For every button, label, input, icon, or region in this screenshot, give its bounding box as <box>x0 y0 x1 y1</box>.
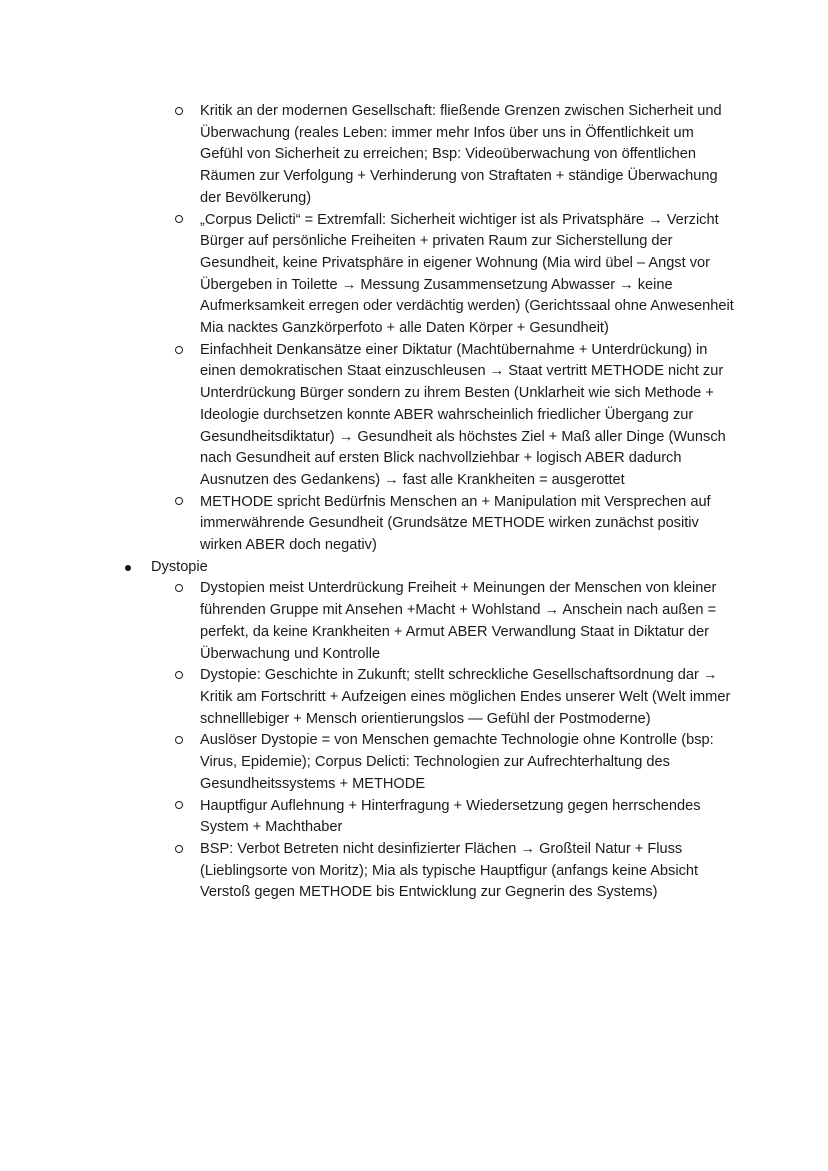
circle-bullet-icon <box>175 730 183 752</box>
circle-bullet-icon <box>175 796 183 818</box>
list-item-text: Kritik an der modernen Gesellschaft: fließende Grenzen zwischen Sicherheit und Überwachung (reales Leben: immer mehr Infos über uns in Öffentlichkeit um Gefühl von Sicherheit zu erreichen; Bsp: Videoüberwachung von öffentlichen Räumen zur Verfolgung + Verhinderung von Straftaten + ständige Überwachung der Bevölkerung) <box>200 103 722 206</box>
sub-list-dystopie <box>0 578 828 904</box>
main-list-item <box>0 557 828 579</box>
circle-bullet-icon <box>175 210 183 232</box>
list-item-text: METHODE spricht Bedürfnis Menschen an + Manipulation mit Versprechen auf immerwährende Gesundheit (Grundsätze METHODE wirken zunächst positiv wirken ABER doch negativ) <box>200 493 711 554</box>
list-item <box>0 730 828 795</box>
circle-bullet-icon <box>175 665 183 687</box>
list-item-text: Einfachheit Denkansätze einer Diktatur (Machtübernahme + Unterdrückung) in einen demokratischen Staat einzuschleusen → Staat vertritt METHODE nicht zur Unterdrückung Bürger sondern zu ihrem Besten (Unklarheit wie sich Methode + Ideologie durchsetzen konnte ABER wahrscheinlich friedlicher Übergang zur Gesundheitsdiktatur) → Gesundheit als höchstes Ziel + Maß aller Dinge (Wunsch nach Gesundheit auf ersten Blick nachvollziehbar + logisch ABER dadurch Ausnutzen des Gedankens) → fast alle Krankheiten = ausgerottet <box>200 341 726 488</box>
list-item-text: Auslöser Dystopie = von Menschen gemachte Technologie ohne Kontrolle (bsp: Virus, Epidemie); Corpus Delicti: Technologien zur Aufrechterhaltung des Gesundheitssystems + METHODE <box>200 732 714 792</box>
list-item <box>0 665 828 730</box>
document-body <box>0 101 828 904</box>
list-item-text: BSP: Verbot Betreten nicht desinfizierter Flächen → Großteil Natur + Fluss (Lieblingsorte von Moritz); Mia als typische Hauptfigur (anfangs keine Absicht Verstoß gegen METHODE bis Entwicklung zur Gegnerin des Systems) <box>200 840 699 901</box>
circle-bullet-icon <box>175 839 183 861</box>
list-item-text: „Corpus Delicti“ = Extremfall: Sicherheit wichtiger ist als Privatsphäre → Verzicht Bürger auf persönliche Freiheiten + privaten Raum zur Sicherstellung der Gesundheit, keine Privatsphäre in eigener Wohnung (Mia wird übel – Angst vor Übergeben in Toilette → Messung Zusammensetzung Abwasser → keine Aufmerksamkeit erregen oder verdächtig werden) (Gerichtssaal ohne Anwesenheit Mia nacktes Ganzkörperfoto + alle Daten Körper + Gesundheit) <box>200 211 734 337</box>
circle-bullet-icon <box>175 492 183 514</box>
filled-bullet-icon <box>125 565 131 571</box>
circle-bullet-icon <box>175 101 183 123</box>
list-item <box>0 101 828 210</box>
list-item <box>0 340 828 492</box>
list-item-text: Dystopien meist Unterdrückung Freiheit + Meinungen der Menschen von kleiner führenden Gruppe mit Ansehen +Macht + Wohlstand → Anschein nach außen = perfekt, da keine Krankheiten + Armut ABER Verwandlung Staat in Diktatur der Überwachung und Kontrolle <box>200 580 717 662</box>
circle-bullet-icon <box>175 578 183 600</box>
list-item <box>0 839 828 904</box>
circle-bullet-icon <box>175 340 183 362</box>
list-item-text: Dystopie: Geschichte in Zukunft; stellt schreckliche Gesellschaftsordnung dar → Kritik am Fortschritt + Aufzeigen eines möglichen Endes unserer Welt (Welt immer schnelllebiger + Mensch orientierungslos — Gefühl der Postmoderne) <box>200 667 731 727</box>
main-list <box>0 557 828 579</box>
list-item <box>0 210 828 340</box>
list-item <box>0 796 828 839</box>
list-item-text: Hauptfigur Auflehnung + Hinterfragung + Wiedersetzung gegen herrschendes System + Machthaber <box>200 797 701 836</box>
list-item <box>0 492 828 557</box>
sub-list-intro <box>0 101 828 557</box>
main-bullet-label: Dystopie <box>151 558 208 575</box>
list-item <box>0 578 828 665</box>
